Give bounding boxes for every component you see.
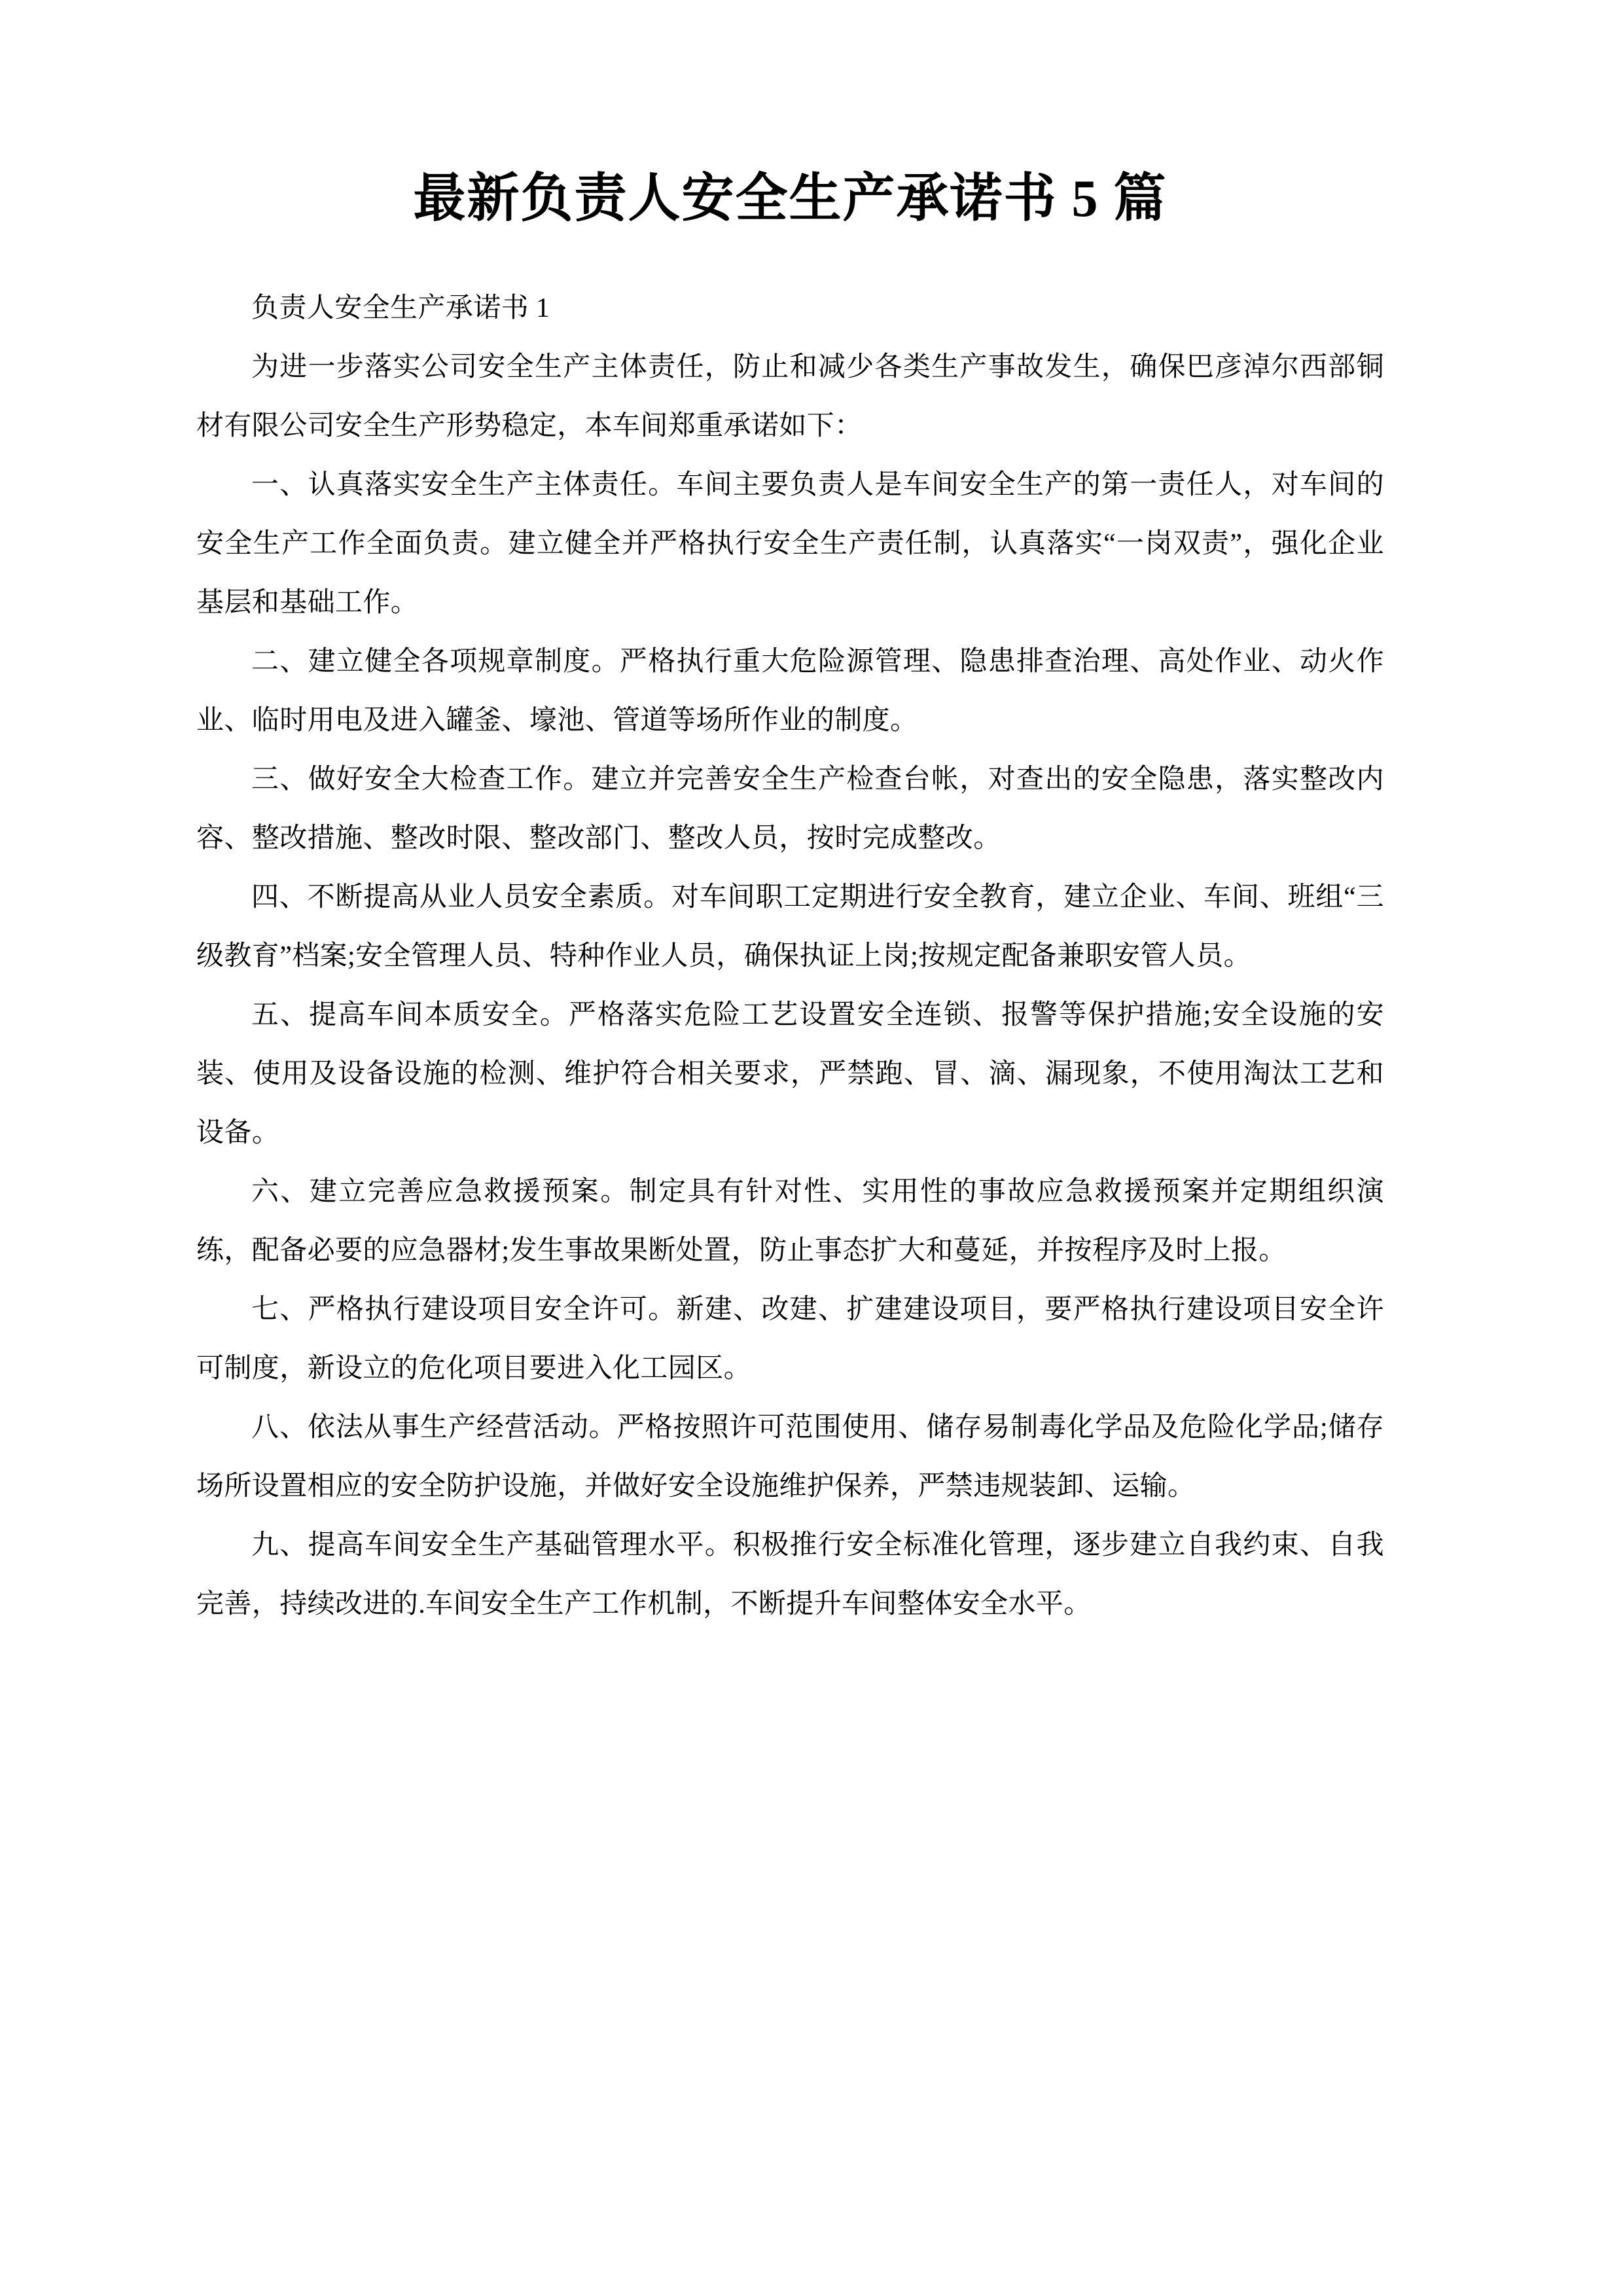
paragraph-item-9: 九、提高车间安全生产基础管理水平。积极推行安全标准化管理，逐步建立自我约束、自我完善，持续改进的.车间安全生产工作机制，不断提升车间整体安全水平。	[196, 1530, 1384, 1619]
paragraph-intro: 为进一步落实公司安全生产主体责任，防止和减少各类生产事故发生，确保巴彦淖尔西部铜材有限公司安全生产形势稳定，本车间郑重承诺如下：	[196, 352, 1384, 441]
paragraph-item-6: 六、建立完善应急救援预案。制定具有针对性、实用性的事故应急救援预案并定期组织演练，配备必要的应急器材;发生事故果断处置，防止事态扩大和蔓延，并按程序及时上报。	[196, 1177, 1384, 1266]
section-subheading: 负责人安全生产承诺书 1	[251, 293, 550, 323]
page-content	[196, 0, 1384, 1634]
page-title: 最新负责人安全生产承诺书 5 篇	[413, 170, 1168, 228]
paragraph-item-7: 七、严格执行建设项目安全许可。新建、改建、扩建建设项目，要严格执行建设项目安全许可制度，新设立的危化项目要进入化工园区。	[196, 1295, 1384, 1384]
document-body	[196, 279, 1384, 1634]
paragraph-item-3: 三、做好安全大检查工作。建立并完善安全生产检查台帐，对查出的安全隐患，落实整改内容、整改措施、整改时限、整改部门、整改人员，按时完成整改。	[196, 764, 1384, 853]
paragraph-item-8: 八、依法从事生产经营活动。严格按照许可范围使用、储存易制毒化学品及危险化学品;储存场所设置相应的安全防护设施，并做好安全设施维护保养，严禁违规装卸、运输。	[196, 1412, 1384, 1501]
paragraph-item-2: 二、建立健全各项规章制度。严格执行重大危险源管理、隐患排查治理、高处作业、动火作业、临时用电及进入罐釜、壕池、管道等场所作业的制度。	[196, 647, 1384, 736]
paragraph-item-4: 四、不断提高从业人员安全素质。对车间职工定期进行安全教育，建立企业、车间、班组“三级教育”档案;安全管理人员、特种作业人员，确保执证上岗;按规定配备兼职安管人员。	[196, 882, 1384, 971]
paragraph-item-5: 五、提高车间本质安全。严格落实危险工艺设置安全连锁、报警等保护措施;安全设施的安装、使用及设备设施的检测、维护符合相关要求，严禁跑、冒、滴、漏现象，不使用淘汰工艺和设备。	[196, 1000, 1384, 1148]
paragraph-item-1: 一、认真落实安全生产主体责任。车间主要负责人是车间安全生产的第一责任人，对车间的安全生产工作全面负责。建立健全并严格执行安全生产责任制，认真落实“一岗双责”，强化企业基层和基础工作。	[196, 470, 1384, 618]
